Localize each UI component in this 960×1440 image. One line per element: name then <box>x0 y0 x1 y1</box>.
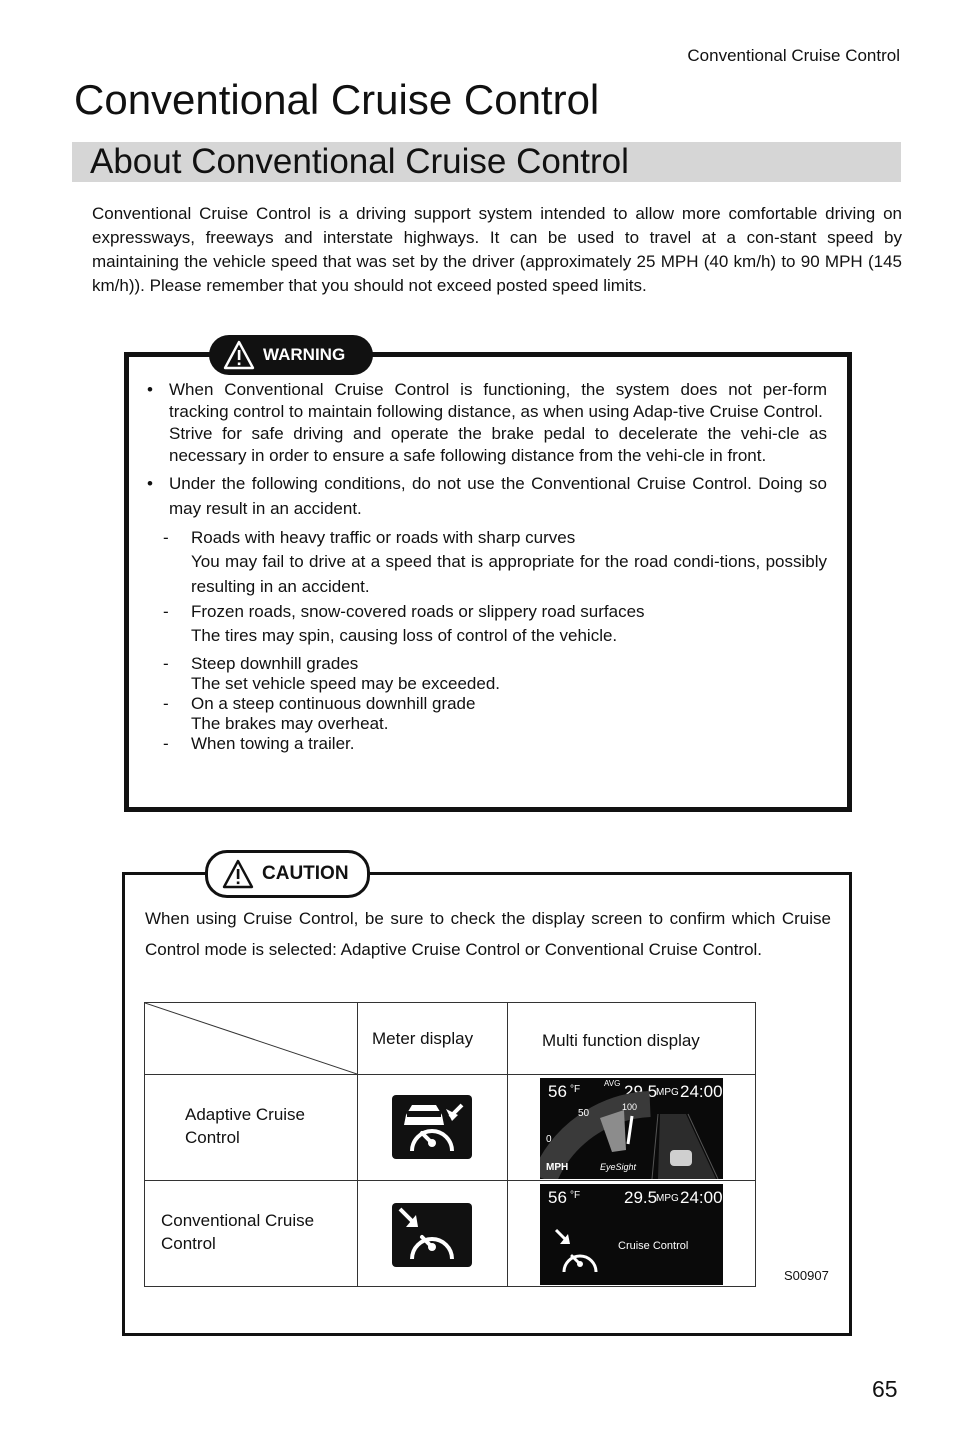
mfd-status-text: Cruise Control <box>618 1240 689 1252</box>
condition-desc: The tires may spin, causing loss of control of the vehicle. <box>191 626 618 645</box>
bullet-mark: • <box>147 380 153 399</box>
intro-paragraph: Conventional Cruise Control is a driving support system intended to allow more comfortable driving on expressways, freeways and interstate highways. It can be used to travel at a con-stant speed by maintaining the vehicle speed that was set by the driver (approximately 25 MPH (40 km/h) to 90 MPH (145 km/h)). Please remember that you should not exceed posted speed limits. <box>92 204 902 295</box>
mfd-mpg-unit: MPG <box>656 1193 679 1204</box>
page-number: 65 <box>872 1376 898 1402</box>
condition-title: When towing a trailer. <box>191 734 355 753</box>
warning-triangle-icon <box>223 340 255 370</box>
row-conventional-label-cell <box>144 1180 358 1287</box>
bullet-mark: • <box>147 474 153 493</box>
dash-mark: - <box>163 528 169 547</box>
mfd-temp: 56 <box>548 1188 567 1207</box>
section-header-bar <box>72 142 901 182</box>
row-adaptive-meter-cell <box>357 1074 508 1181</box>
mfd-temp-unit: °F <box>570 1084 581 1095</box>
section-title: About Conventional Cruise Control <box>90 142 629 181</box>
bullet-text: When Conventional Cruise Control is functioning, the system does not per-form tracking control to maintain following distance, as when using Adap-tive Cruise Control. <box>169 380 827 421</box>
caution-label-text: CAUTION <box>262 863 349 884</box>
header-mfd-cell <box>507 1002 756 1075</box>
mfd-temp-unit: °F <box>570 1190 581 1201</box>
caution-text: When using Cruise Control, be sure to check the display screen to confirm which Cruise Control mode is selected: Adaptive Cruise Control or Conventional Cruise Control. <box>145 909 831 959</box>
row-conventional-label: Conventional Cruise Control <box>161 1211 315 1253</box>
condition-title: Roads with heavy traffic or roads with sharp curves <box>191 528 576 547</box>
warning-bullet-1-paragraph: Strive for safe driving and operate the brake pedal to decelerate the vehi-cle as necessary in order to ensure a safe following distance from the vehi-cle in front. <box>169 424 827 465</box>
speed-mark-50: 50 <box>578 1108 590 1119</box>
adaptive-mfd-screen <box>540 1078 723 1179</box>
header-mfd: Multi function display <box>542 1031 700 1050</box>
conventional-cruise-meter-icon <box>392 1203 472 1267</box>
mfd-clock: 24:00 <box>680 1188 723 1207</box>
bullet-text: Under the following conditions, do not use the Conventional Cruise Control. Doing so may result in an accident. <box>169 474 827 518</box>
condition-title: Frozen roads, snow-covered roads or slippery road surfaces <box>191 602 645 621</box>
mfd-mpg: 29.5 <box>624 1082 658 1101</box>
figure-id: S00907 <box>784 1268 829 1283</box>
warning-label <box>209 335 373 375</box>
warning-body <box>147 365 827 754</box>
row-conventional-mfd-cell <box>507 1180 756 1287</box>
condition-item <box>163 527 827 549</box>
row-adaptive-label: Adaptive Cruise Control <box>185 1105 306 1147</box>
eyesight-brand: EyeSight <box>600 1162 637 1172</box>
warning-bullet-2 <box>147 471 827 521</box>
condition-title: Steep downhill grades <box>191 654 359 673</box>
conventional-mfd-screen <box>540 1184 723 1285</box>
row-adaptive-mfd-cell <box>507 1074 756 1181</box>
header-meter-cell <box>357 1002 508 1075</box>
cruise-control-icon <box>550 1220 610 1280</box>
diagonal-line <box>145 1003 357 1074</box>
row-conventional-meter-cell <box>357 1180 508 1287</box>
condition-desc: You may fail to drive at a speed that is appropriate for the road condi-tions, possibly resulting in an accident. <box>191 552 827 596</box>
warning-bullet-1 <box>147 379 827 423</box>
speed-mark-0: 0 <box>546 1134 552 1145</box>
adaptive-cruise-meter-icon <box>392 1095 472 1159</box>
dash-mark: - <box>163 734 169 753</box>
dash-mark: - <box>163 694 169 713</box>
condition-item <box>163 601 827 623</box>
caution-triangle-icon <box>222 859 254 889</box>
condition-title: On a steep continuous downhill grade <box>191 694 476 713</box>
mfd-mpg-unit: MPG <box>656 1087 679 1098</box>
condition-item <box>163 734 827 754</box>
condition-desc: The brakes may overheat. <box>191 714 389 733</box>
condition-desc: The set vehicle speed may be exceeded. <box>191 674 501 693</box>
row-adaptive-label-cell <box>144 1074 358 1181</box>
condition-item <box>163 694 827 714</box>
condition-item <box>163 654 827 674</box>
header-meter: Meter display <box>372 1029 474 1048</box>
display-comparison-table <box>144 1002 756 1287</box>
dash-mark: - <box>163 654 169 673</box>
corner-cell <box>144 1002 358 1075</box>
speed-mark-100: 100 <box>622 1102 638 1112</box>
warning-label-text: WARNING <box>263 345 346 364</box>
page-title: Conventional Cruise Control <box>74 76 600 123</box>
mfd-mpg: 29.5 <box>624 1188 658 1207</box>
dash-mark: - <box>163 602 169 621</box>
caution-label <box>205 850 370 898</box>
mfd-clock: 24:00 <box>680 1082 723 1101</box>
mfd-avg-label: AVG <box>604 1079 621 1088</box>
running-head: Conventional Cruise Control <box>687 46 900 65</box>
speed-unit: MPH <box>546 1162 569 1173</box>
mfd-temp: 56 <box>548 1082 567 1101</box>
warning-box <box>124 352 852 812</box>
